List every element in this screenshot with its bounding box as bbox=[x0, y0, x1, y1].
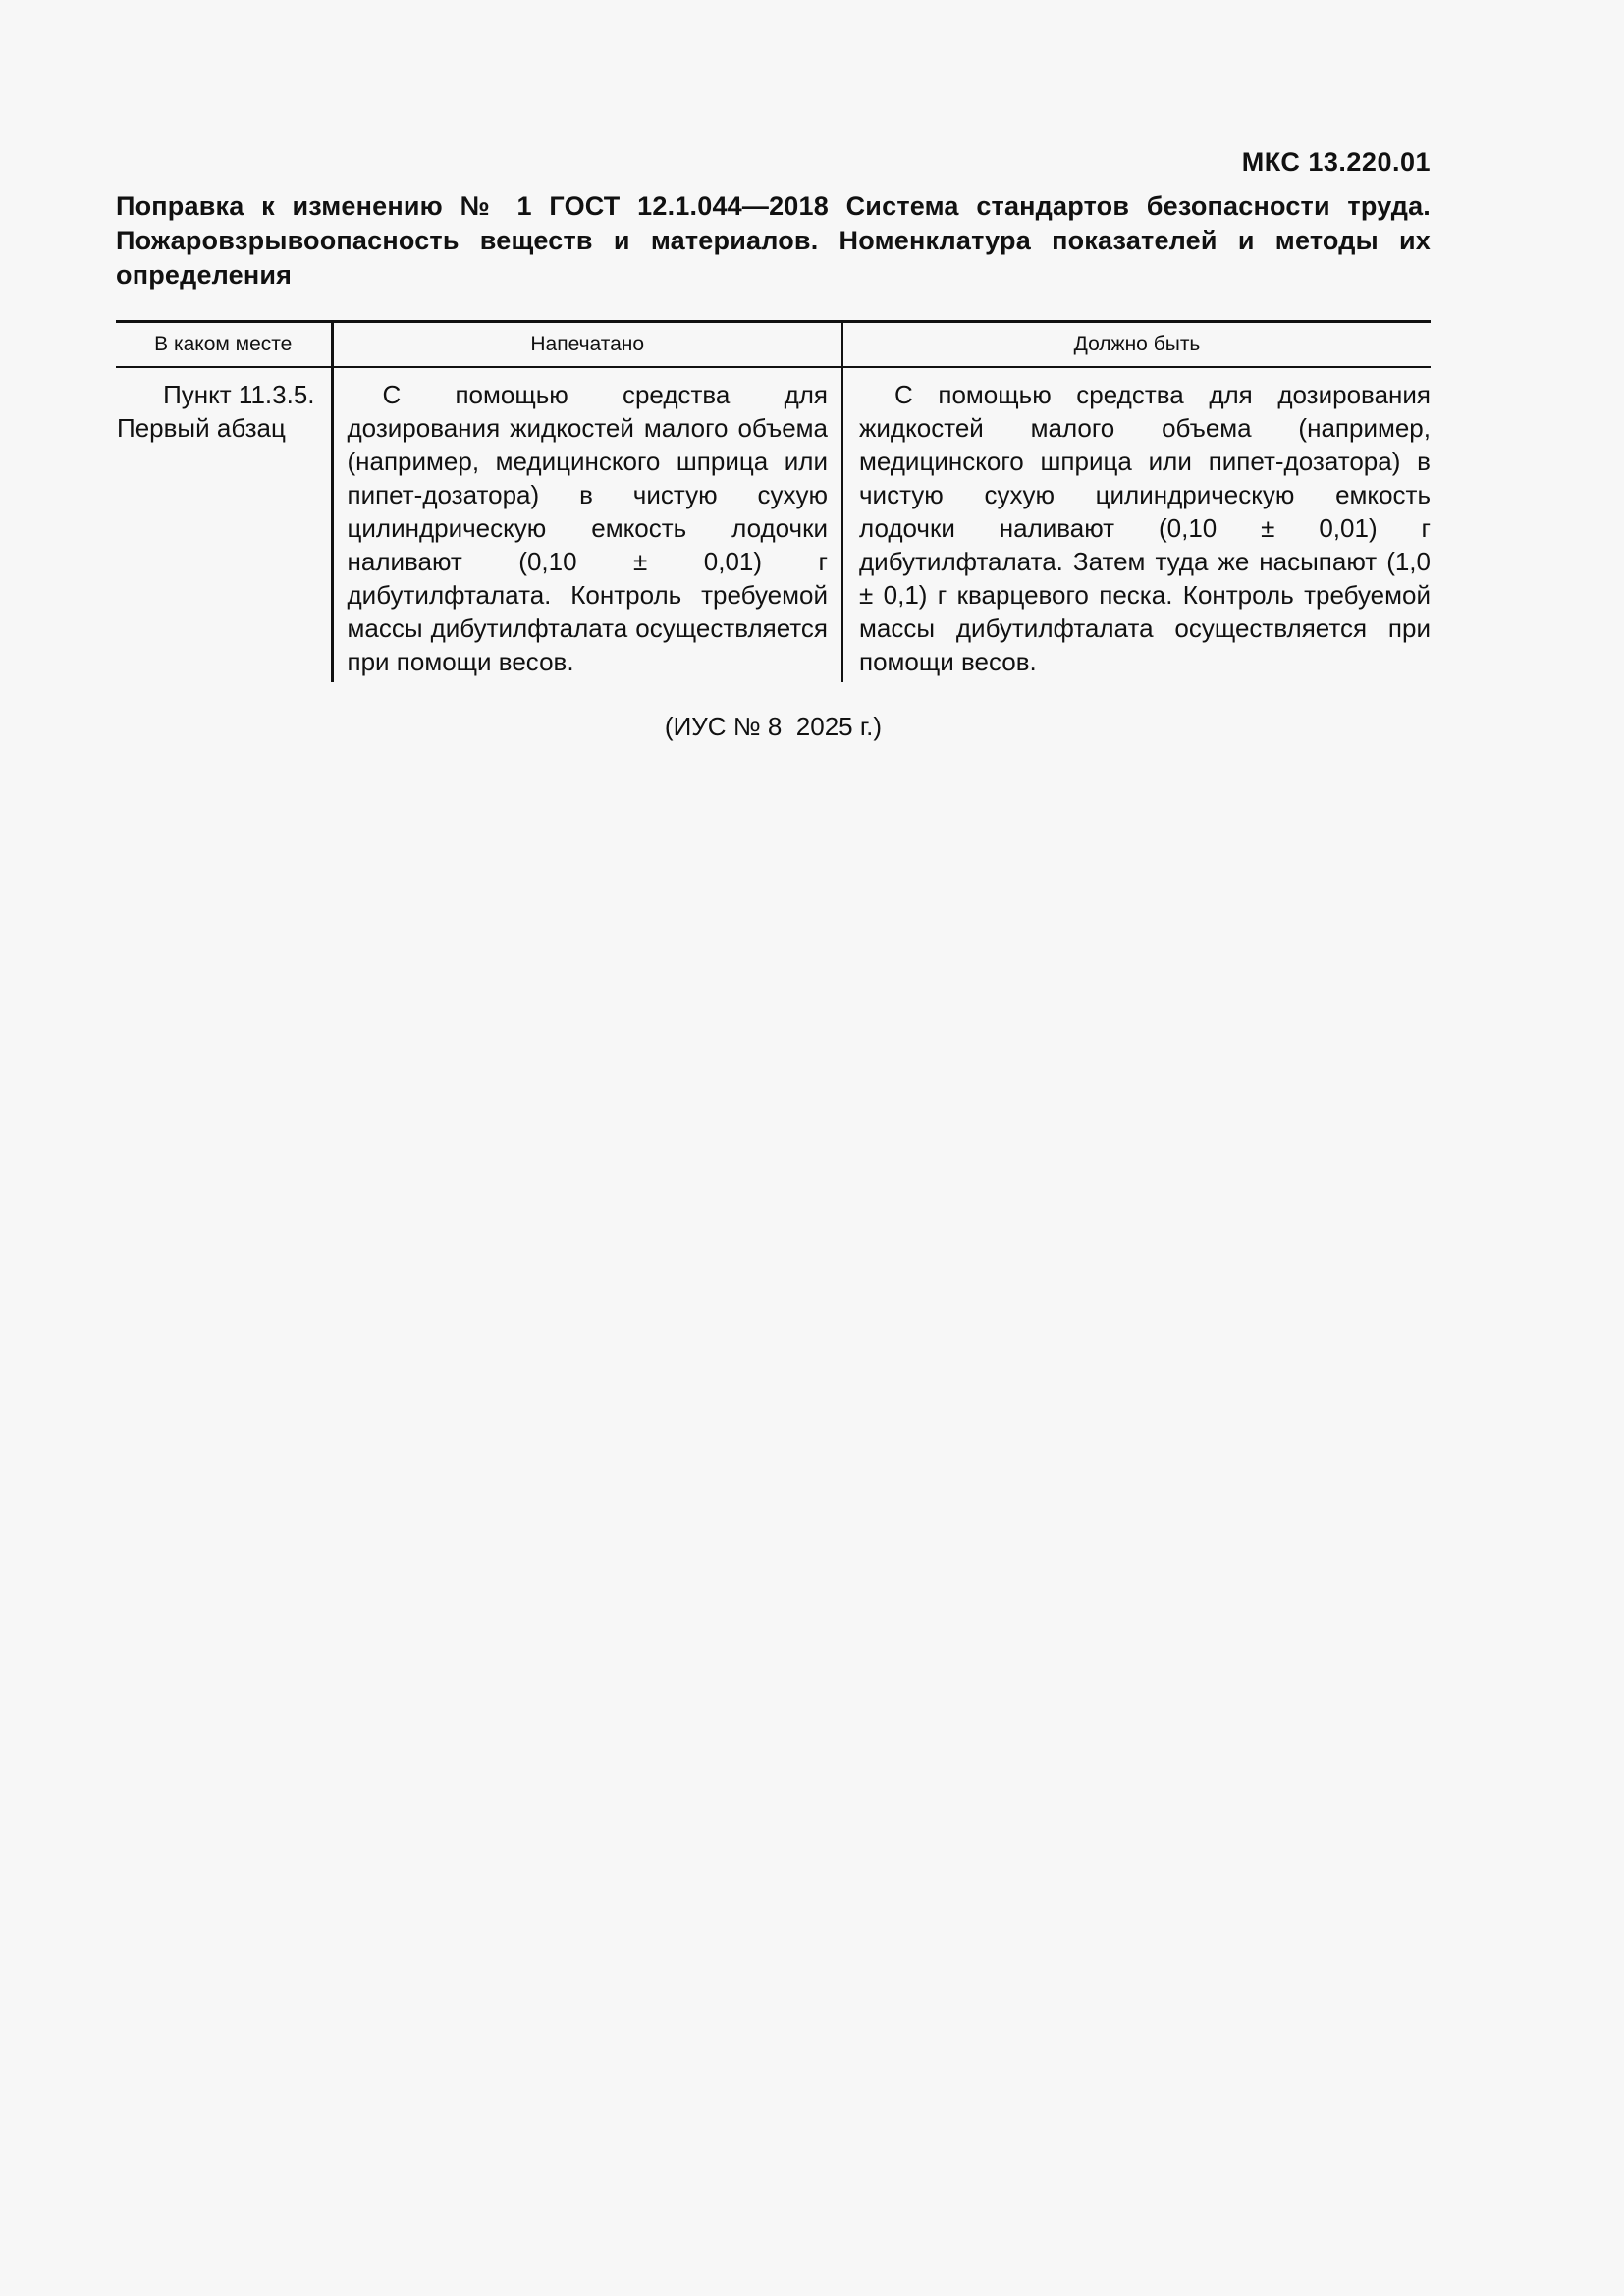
table-header-row bbox=[116, 322, 1431, 368]
document-page bbox=[116, 147, 1431, 742]
cell-should-be bbox=[842, 367, 1431, 682]
cell-printed bbox=[332, 367, 842, 682]
table-row bbox=[116, 367, 1431, 682]
correction-table bbox=[116, 320, 1431, 682]
column-header-should-be: Должно быть bbox=[842, 322, 1431, 368]
cell-where bbox=[116, 367, 332, 682]
document-title: Поправка к изменению № 1 ГОСТ 12.1.044—2018 Система стандартов безопасности труда. Пожаровзрывоопасность веществ и материалов. Номенклатура показателей и методы их определения bbox=[116, 191, 1431, 290]
should-be-text: С помощью средства для дозирования жидкостей малого объема (например, медицинского шприца или пипет-дозатора) в чистую сухую цилиндрическую емкость лодочки наливают (0,10 ± 0,01) г дибутилфталата. Затем туда же насыпают (1,0 ± 0,1) г кварцевого песка. Контроль требуемой массы дибутилфталата осуществляется при помощи весов. bbox=[859, 380, 1431, 676]
where-clause: Пункт 11.3.5. bbox=[163, 380, 315, 409]
where-paragraph: Первый абзац bbox=[117, 413, 286, 443]
column-header-printed: Напечатано bbox=[332, 322, 842, 368]
classifier-code: МКС 13.220.01 bbox=[1241, 147, 1431, 177]
printed-text: С помощью средства для дозирования жидкостей малого объема (например, медицинского шприца или пипет-дозатора) в чистую сухую цилиндрическую емкость лодочки наливают (0,10 ± 0,01) г дибутилфталата. Контроль требуемой массы дибутилфталата осуществляется при помощи весов. bbox=[347, 380, 828, 676]
publication-source: (ИУС № 8 2025 г.) bbox=[664, 712, 883, 741]
column-header-where: В каком месте bbox=[116, 322, 332, 368]
